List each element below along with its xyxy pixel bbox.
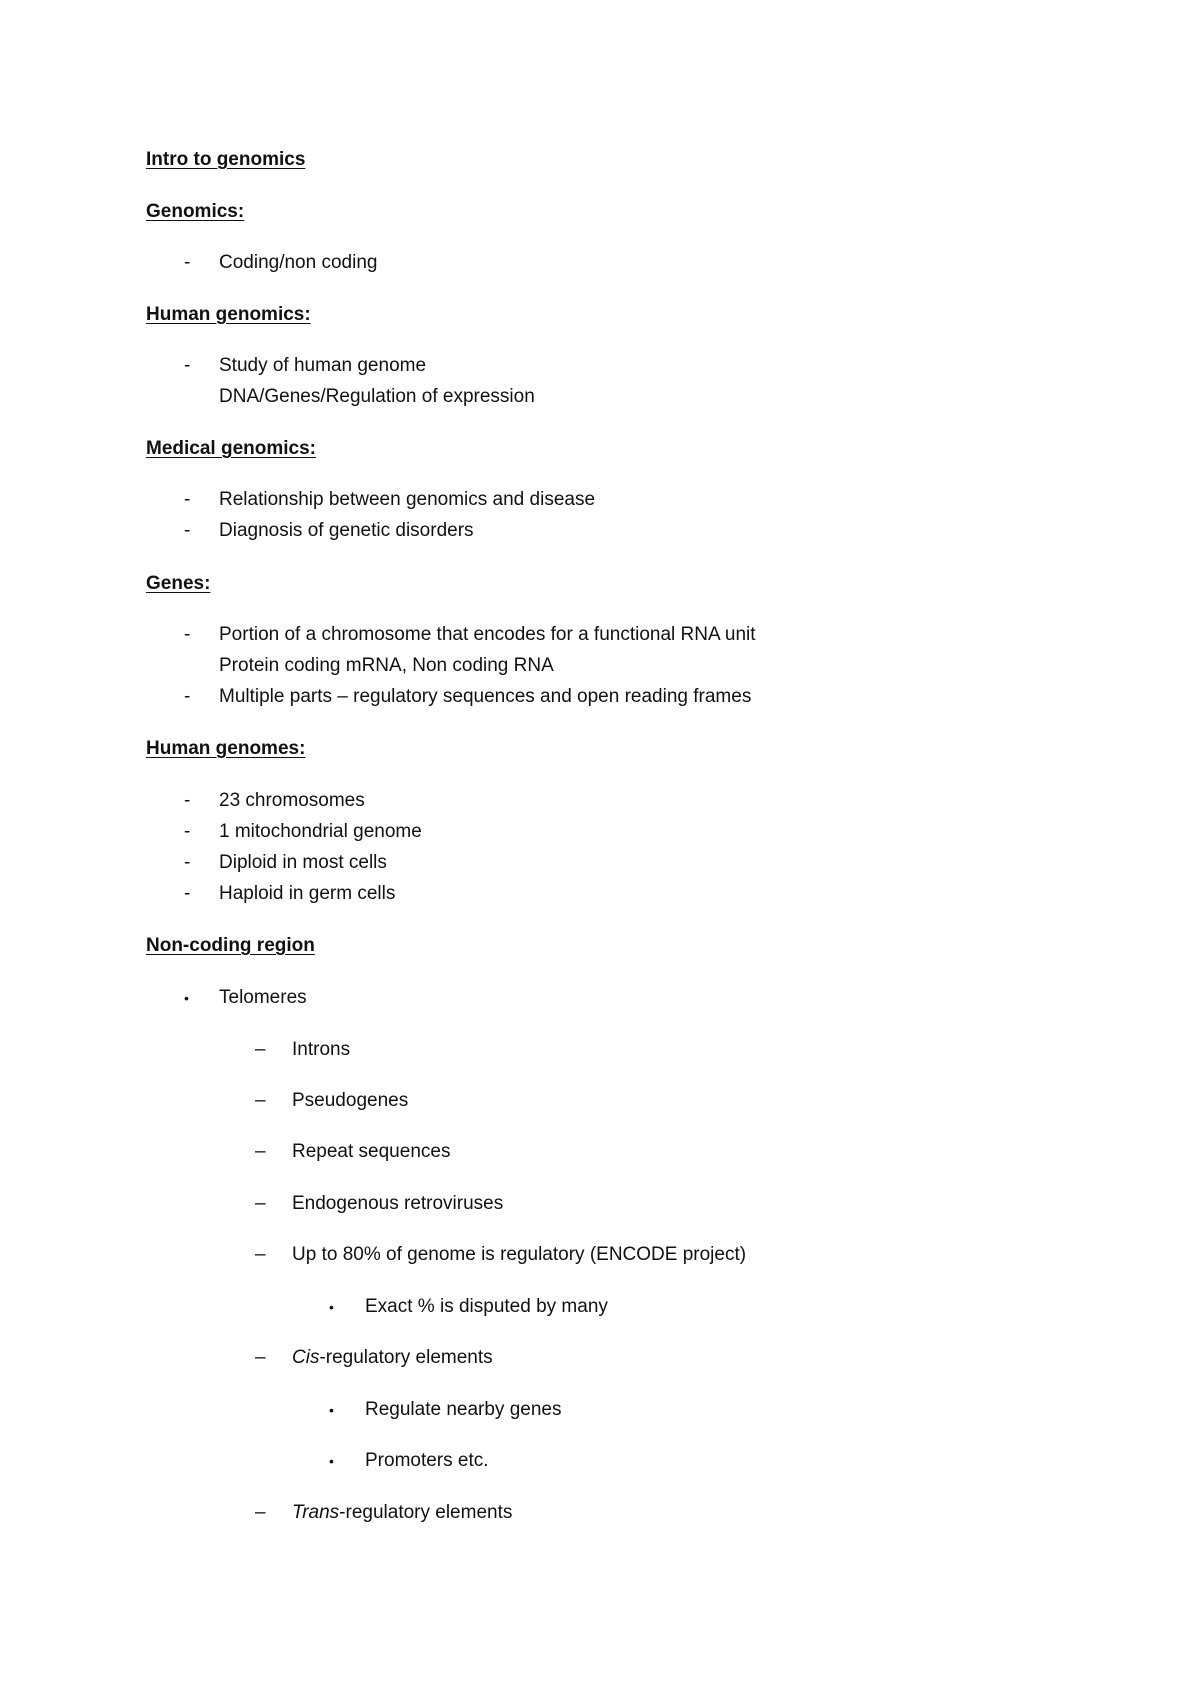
section-heading-genomics: Genomics: xyxy=(146,201,245,222)
list-item: Study of human genome xyxy=(219,355,427,376)
list-item-continuation: Protein coding mRNA, Non coding RNA xyxy=(219,655,554,676)
italic-term: Cis xyxy=(292,1347,320,1368)
dash-marker: - xyxy=(184,821,191,842)
sub-list-item: Endogenous retroviruses xyxy=(292,1193,504,1214)
dash-marker: - xyxy=(184,252,191,273)
sub-list-item: Repeat sequences xyxy=(292,1141,451,1162)
sub-sub-list-item: Promoters etc. xyxy=(365,1450,489,1471)
sub-list-item: Up to 80% of genome is regulatory (ENCODE project) xyxy=(292,1244,747,1265)
section-heading-human-genomics: Human genomics: xyxy=(146,304,311,325)
endash-marker: – xyxy=(255,1502,266,1523)
endash-marker: – xyxy=(255,1244,266,1265)
dash-marker: - xyxy=(184,686,191,707)
section-heading-genes: Genes: xyxy=(146,573,211,594)
sub-list-item: Pseudogenes xyxy=(292,1090,409,1111)
endash-marker: – xyxy=(255,1347,266,1368)
list-item: 23 chromosomes xyxy=(219,790,365,811)
endash-marker: – xyxy=(255,1193,266,1214)
list-item: Portion of a chromosome that encodes for a functional RNA unit xyxy=(219,624,756,645)
dash-marker: - xyxy=(184,883,191,904)
dash-marker: - xyxy=(184,852,191,873)
bullet-marker: • xyxy=(329,1299,334,1315)
dash-marker: - xyxy=(184,624,191,645)
sub-sub-list-item: Exact % is disputed by many xyxy=(365,1296,608,1317)
dash-marker: - xyxy=(184,520,191,541)
list-item: Coding/non coding xyxy=(219,252,378,273)
italic-term: Trans xyxy=(292,1502,340,1523)
dash-marker: - xyxy=(184,355,191,376)
list-item: Relationship between genomics and disease xyxy=(219,489,596,510)
list-item: Telomeres xyxy=(219,987,307,1008)
endash-marker: – xyxy=(255,1090,266,1111)
list-item: Multiple parts – regulatory sequences and open reading frames xyxy=(219,686,752,707)
list-item: 1 mitochondrial genome xyxy=(219,821,422,842)
sub-list-item: Introns xyxy=(292,1039,351,1060)
endash-marker: – xyxy=(255,1141,266,1162)
bullet-marker: • xyxy=(329,1402,334,1418)
sub-list-item-cis xyxy=(292,1346,493,1370)
section-heading-human-genomes: Human genomes: xyxy=(146,738,306,759)
sub-sub-list-item: Regulate nearby genes xyxy=(365,1399,562,1420)
section-heading-medical-genomics: Medical genomics: xyxy=(146,438,316,459)
list-item: Diploid in most cells xyxy=(219,852,387,873)
term-rest: -regulatory elements xyxy=(339,1502,513,1523)
document-title: Intro to genomics xyxy=(146,149,306,170)
list-item: Diagnosis of genetic disorders xyxy=(219,520,474,541)
list-item: Haploid in germ cells xyxy=(219,883,396,904)
bullet-marker: • xyxy=(184,990,189,1006)
endash-marker: – xyxy=(255,1039,266,1060)
sub-list-item-trans xyxy=(292,1501,512,1525)
list-item-continuation: DNA/Genes/Regulation of expression xyxy=(219,386,535,407)
bullet-marker: • xyxy=(329,1453,334,1469)
section-heading-non-coding-region: Non-coding region xyxy=(146,935,315,956)
dash-marker: - xyxy=(184,489,191,510)
term-rest: -regulatory elements xyxy=(319,1347,493,1368)
dash-marker: - xyxy=(184,790,191,811)
